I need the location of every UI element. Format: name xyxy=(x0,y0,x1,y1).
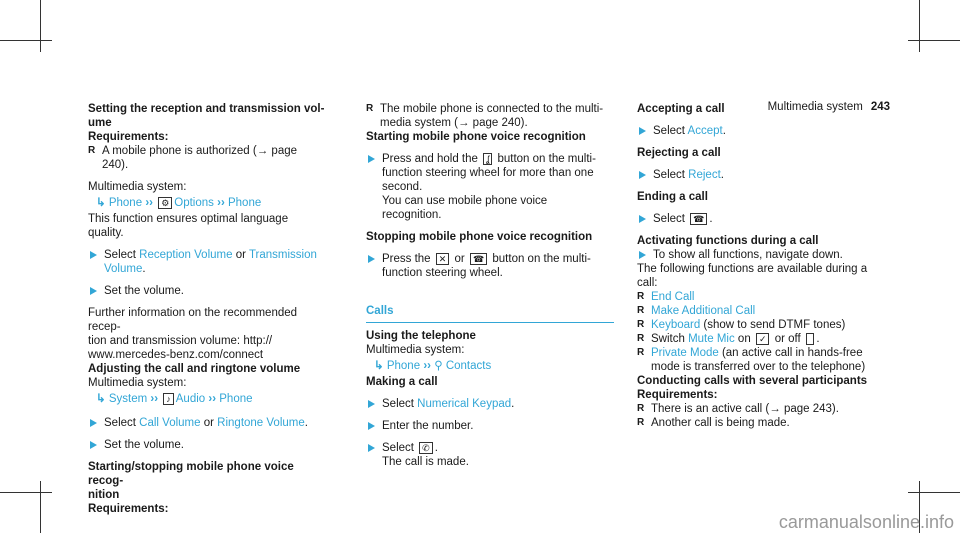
step: Set the volume. xyxy=(88,438,326,452)
menu-path: ↳ Phone ›› ⚙ Options ›› Phone xyxy=(96,197,262,209)
hang-up-icon: ☎ xyxy=(470,253,487,265)
section-divider xyxy=(366,322,614,323)
call-icon: ✆ xyxy=(419,442,433,454)
text: Further information on the recommended recep- xyxy=(88,307,298,333)
list-item: R Another call is being made. xyxy=(637,417,790,429)
bullet-icon: R xyxy=(88,145,96,156)
requirements-label: Requirements: xyxy=(88,503,169,515)
crop-mark xyxy=(908,492,960,493)
bullet-icon: R xyxy=(637,417,645,428)
step: Press the ✕ or ☎ button on the multi- function steering wheel. xyxy=(366,252,604,280)
hang-up-icon: ☎ xyxy=(690,213,707,225)
path-arrow-icon: ↳ xyxy=(96,197,106,209)
search-icon: ⚲ xyxy=(434,360,443,372)
audio-icon: ♪ xyxy=(163,393,174,405)
checkbox-empty-icon xyxy=(806,333,815,345)
step: Select Call Volume or Ringtone Volume. xyxy=(88,416,326,430)
heading: Stopping mobile phone voice recognition xyxy=(366,231,593,243)
heading: Activating functions during a call xyxy=(637,235,819,247)
heading: Setting the reception and transmission vol- xyxy=(88,103,325,115)
header-section: Multimedia system xyxy=(767,101,863,113)
bullet-icon: R xyxy=(637,333,645,344)
step-arrow-icon xyxy=(368,400,375,408)
column-2 xyxy=(366,102,604,469)
heading: Starting/stopping mobile phone voice recog- xyxy=(88,461,294,487)
menu-path: ↳ Phone ›› ⚲ Contacts xyxy=(374,360,492,372)
step: To show all functions, navigate down. xyxy=(637,248,883,262)
step: Select ✆ . The call is made. xyxy=(366,441,604,469)
crop-mark xyxy=(908,40,960,41)
list-item: R Keyboard (show to send DTMF tones) xyxy=(637,319,846,331)
menu-item-reception-volume: Reception Volume xyxy=(139,249,233,261)
list-item: R There is an active call (→ page 243). xyxy=(637,403,839,415)
step: Set the volume. xyxy=(88,284,326,298)
step-arrow-icon xyxy=(639,251,646,259)
list-item: R End Call xyxy=(637,291,695,303)
column-1 xyxy=(88,102,326,516)
text: Multimedia system: xyxy=(88,377,187,389)
text: Multimedia system: xyxy=(366,344,465,356)
heading: Using the telephone xyxy=(366,330,476,342)
list-item: R The mobile phone is connected to the multi- media system (→ page 240). xyxy=(366,103,604,129)
crop-mark xyxy=(919,0,920,52)
requirements-label: Requirements: xyxy=(637,389,718,401)
step: Select Reject. xyxy=(637,168,883,182)
watermark: carmanualsonline.info xyxy=(778,512,954,532)
text: Multimedia system: xyxy=(88,181,187,193)
bullet-icon: R xyxy=(637,403,645,414)
menu-path: ↳ System ›› ♪ Audio ›› Phone xyxy=(96,393,253,405)
step-arrow-icon xyxy=(90,251,97,259)
text: www.mercedes-benz.com/connect xyxy=(88,349,264,361)
step-arrow-icon xyxy=(639,215,646,223)
heading: Making a call xyxy=(366,376,438,388)
heading: Conducting calls with several participants xyxy=(637,375,868,387)
step-arrow-icon xyxy=(90,419,97,427)
voice-button-icon: ʆ xyxy=(483,153,492,165)
crop-mark xyxy=(40,481,41,533)
path-arrow-icon: ↳ xyxy=(96,393,106,405)
step-arrow-icon xyxy=(639,127,646,135)
path-arrow-icon: ↳ xyxy=(374,360,384,372)
step: Select Numerical Keypad. xyxy=(366,397,604,411)
gear-icon: ⚙ xyxy=(158,197,172,209)
bullet-icon: R xyxy=(366,103,374,114)
heading: Ending a call xyxy=(637,191,708,203)
bullet-icon: R xyxy=(637,305,645,316)
list-item: R Switch Mute Mic on ✓ or off . xyxy=(637,333,820,345)
step-arrow-icon xyxy=(90,287,97,295)
bullet-icon: R xyxy=(637,291,645,302)
heading: Starting mobile phone voice recognition xyxy=(366,131,586,143)
step: Select Accept. xyxy=(637,124,883,138)
heading: Accepting a call xyxy=(637,103,725,115)
step: Enter the number. xyxy=(366,419,604,433)
mute-icon: ✕ xyxy=(436,253,450,265)
column-3 xyxy=(637,102,883,430)
step: Select Reception Volume or Transmission Volume. xyxy=(88,248,326,276)
section-title: Calls xyxy=(366,305,394,317)
heading: Adjusting the call and ringtone volume xyxy=(88,363,301,375)
heading: Rejecting a call xyxy=(637,147,721,159)
heading: nition xyxy=(88,489,120,501)
double-chevron-icon: ›› xyxy=(423,360,431,372)
double-chevron-icon: ›› xyxy=(150,393,159,405)
step-arrow-icon xyxy=(368,444,375,452)
double-chevron-icon: ›› xyxy=(208,393,217,405)
step-arrow-icon xyxy=(90,441,97,449)
text: The following functions are available during a xyxy=(637,263,868,275)
bullet-icon: R xyxy=(637,347,645,358)
bullet-icon: R xyxy=(637,319,645,330)
crop-mark xyxy=(40,0,41,52)
text: tion and transmission volume: http:// xyxy=(88,335,273,347)
crop-mark xyxy=(0,40,52,41)
crop-mark xyxy=(0,492,52,493)
list-item: R A mobile phone is authorized (→ page 240). xyxy=(88,145,298,171)
text: This function ensures optimal language quality. xyxy=(88,213,289,239)
page-number: 243 xyxy=(870,101,890,113)
step-arrow-icon xyxy=(368,155,375,163)
requirements-label: Requirements: xyxy=(88,131,169,143)
step: Select ☎ . xyxy=(637,212,883,226)
step-arrow-icon xyxy=(368,422,375,430)
step: Press and hold the ʆ button on the multi- function steering wheel for more than one second. You can use mobile phone voice recognition. xyxy=(366,152,604,222)
heading: ume xyxy=(88,117,112,129)
step-arrow-icon xyxy=(639,171,646,179)
double-chevron-icon: ›› xyxy=(217,197,225,209)
list-item: R Make Additional Call xyxy=(637,305,756,317)
list-item: R Private Mode (an active call in hands-free mode is transferred over to the telephone) xyxy=(637,347,866,373)
step-arrow-icon xyxy=(368,255,375,263)
checkbox-checked-icon: ✓ xyxy=(756,333,770,345)
double-chevron-icon: ›› xyxy=(145,197,153,209)
text: call: xyxy=(637,277,658,289)
